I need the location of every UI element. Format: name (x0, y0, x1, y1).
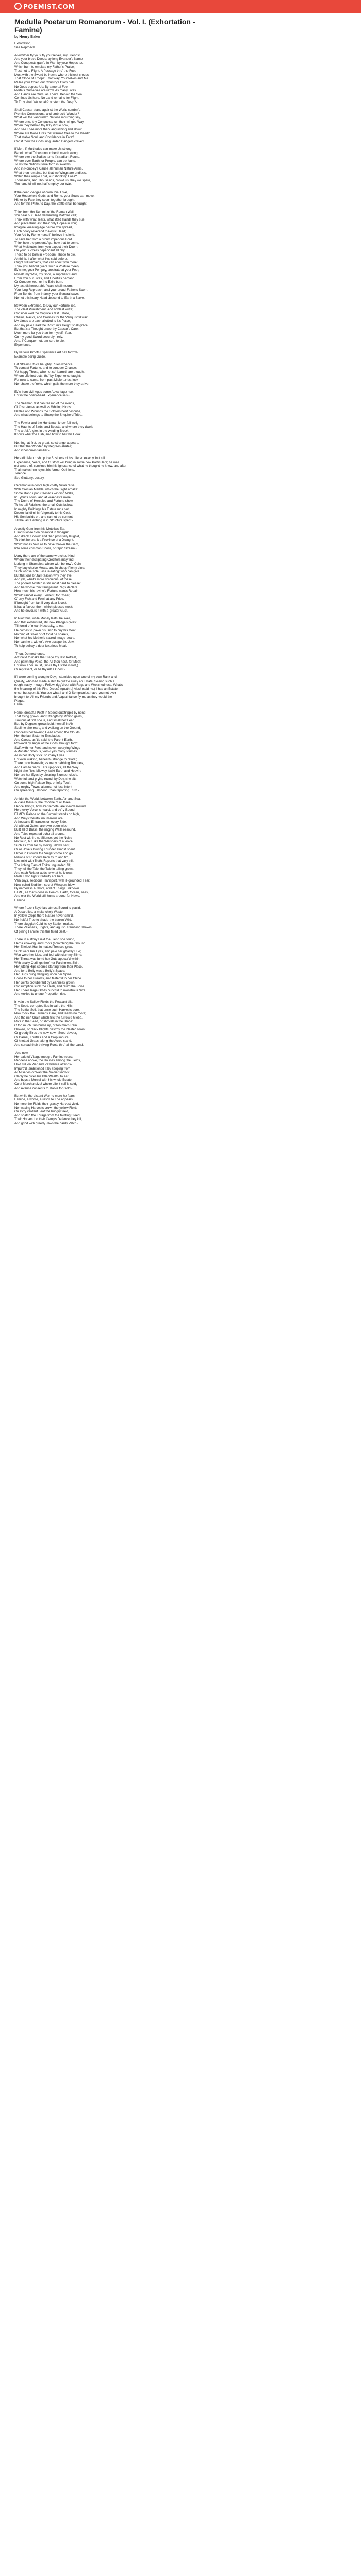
poem-line: Her Knees large Orbits bunch'd to monstrous Size, (14, 988, 87, 992)
poem-line: And each Relater adds to what he knows. (14, 871, 74, 875)
poem-line: Nor are her Eyes by pleasing Slumber clos'd. (14, 773, 78, 777)
poem-line: Some stand upon Caesar's winding Walls, (14, 492, 74, 496)
stanza-break (14, 398, 210, 402)
poem-line: Amidst the World, between Earth, Air, and Sea, (14, 796, 81, 801)
poem-line: Provok'd by Anger of the Gods, brought forth: (14, 742, 78, 746)
poem-line: From You our Lives, and Liberties demand. (14, 276, 75, 280)
poem-line: See Reproach. (14, 45, 36, 49)
poem-line: Plague.- (14, 699, 27, 703)
stanza-break (14, 49, 210, 54)
poem-line: See Gluttony, Luxury. (14, 476, 45, 480)
poem-line: Impure'd, ambitioned it by keeping from (14, 1066, 71, 1071)
poem-line: Conceals her towring Head among the Clouds; (14, 730, 81, 734)
poem-line: And yet, what's more ridiculous: of these (14, 578, 72, 582)
poem-line: Shall Caesar stand against the World combin'd, (14, 108, 82, 112)
poem-line: But while the distant War no more he fears, (14, 1094, 76, 1098)
poem-line: As in her Body stick, so many Eyes (14, 754, 64, 758)
poem-line: Famine. (14, 899, 26, 903)
stanza-break (14, 359, 210, 363)
poem-line: They tell the Tale, the Tale in telling grows, (14, 867, 75, 871)
poem-line: Wan were her Lips, and foul with clammy Slime; (14, 953, 83, 957)
poem-line: In mighty Buildings his Estate runs out, (14, 507, 70, 511)
poem-line: In Riot thus, while Money lasts, he lives, (14, 617, 71, 621)
poem-line: Confines Us here. No Land remains for Flight. (14, 96, 79, 100)
poem-line: In Tybur's Town, and at Praeneste more. (14, 495, 72, 499)
poem-line: If I were coming along to Day; I stumbled upon one of my own Rank and (14, 675, 117, 680)
poem-line: Or as Jove's lowring Thunder almost spent. (14, 848, 76, 852)
poem-line: If Men, if Multitudes can make Us strong; (14, 147, 73, 151)
poem-line: What Multitudes from you expect their Doom; (14, 245, 78, 249)
poem-line: Nothing of Silver or of Gold he spares, (14, 632, 69, 636)
poem-line: Ev'n me, your Pompey, prostrate at your Feet; (14, 268, 79, 273)
poem-line: Loose to her Breasts, and fasten'd to her Chine. (14, 976, 83, 980)
poem-line: His Son builds on, and cannot be content (14, 515, 73, 519)
poem-line: Ceremonious doors high costly Villas raise (14, 484, 75, 488)
poem-line: The Seaman fast can reason of the Winds, (14, 401, 75, 405)
poem-line: FAME, all that's done in Heav'n, Earth, Ocean, sees, (14, 890, 89, 894)
poem-line: The fruitful Soil, that once such Harvests bore, (14, 1008, 80, 1012)
poem-line: Of pining Famine this the fated Seat.- (14, 929, 68, 934)
poem-line: All-whither fly you? fly yourselves, my Friends! (14, 53, 80, 57)
poem-line: How much his ravine'd Fortune wants Repair, (14, 589, 79, 594)
poem-line: Elsop's loose Son dissolv'd in Vinegar: (14, 531, 69, 535)
poem-line: And buys a Morsel with his whole Estate. (14, 1078, 73, 1082)
poem-line: Much more for you than for myself I fear. (14, 331, 72, 335)
poem-line: once, but spent it. You see what I am! O Sempronius, have you not ever (14, 691, 116, 695)
poem-line: rough, nasty, meagre Fellow, rigg'd out with Rags and Wretchedness, What's (14, 683, 123, 687)
poem-line: With snaky Curlings thro' her Parchment Skin. (14, 961, 80, 965)
poem-line: Example being Guide.- (14, 354, 47, 359)
poem-line: Each hoary reverend majestic Head; (14, 229, 67, 233)
poem-line: And place their last, their only Hopes in You; (14, 222, 77, 226)
poem-line: In vain the Sallow Fields the Peasant tills, (14, 1000, 73, 1004)
stanza-break (14, 707, 210, 711)
poem-line: No fruitful Tree to shade the barren Wild. (14, 918, 72, 922)
poem-line: Yet happy Those, who not so' learn'd, are thought, (14, 370, 86, 374)
poem-line: Hither in Crowds the Vulgar come and go, (14, 851, 74, 855)
poem-line: Rots in the Seed, or shrivels in the Blade: (14, 1020, 73, 1024)
poem-line: Quality, who had made a shift to guzzle away an Estate. Seeing such a (14, 679, 115, 683)
poem-line: Where once thy Conquests run their winged Way, (14, 120, 85, 124)
poem-line: Think from the Summit of the Roman Wall, (14, 210, 75, 214)
poem-line: The Haunts of Birds, and Beasts, and where they dwell: (14, 425, 93, 429)
poem-line: All without Gates, are ever open wide. (14, 824, 69, 828)
poem-line: Mortals Ourselves are urg'd: As many Lives (14, 89, 76, 93)
stanza-break (14, 187, 210, 191)
poem-line: From Bonds, from Infamy, your General save; (14, 292, 79, 296)
poem-line: And Avarice consents to starve for Gold.- (14, 1086, 73, 1090)
stanza-break (14, 437, 210, 441)
poem-line: Ev'n from civil Ages some Advantage rise, (14, 389, 74, 394)
poem-line: If the dear Pledges of connubial Love, (14, 190, 68, 194)
poem-line: And my pale Head the Rostrum's Height shall grace. (14, 323, 89, 327)
poem-line: And in Pompey's Cause all human Nature Arms. (14, 167, 83, 171)
poem-line: Such whose sole Bliss is eating: who can give (14, 570, 79, 574)
poem-line: Chains, Racks, and Crosses for the Vanquish'd wait: (14, 315, 89, 319)
stanza-break (14, 523, 210, 527)
stanza-break (14, 386, 210, 390)
poem-line: Sunk were her Eyes, and pale her ghastly Hue; (14, 949, 81, 953)
poem-line: And for this Prize, to Day, the Battle shall be fought.- (14, 202, 89, 206)
poem-line: Ten handful will not half employ our War. (14, 182, 72, 187)
poem-line: Built all of Brass, the ringing Walls resound, (14, 828, 76, 832)
poem-line: And Conquests gain'd in War; by your Hopes too, (14, 61, 85, 65)
poem-line: No more the Fields their grassy Harvest yield, (14, 1101, 79, 1106)
poem-line: -Thou, Demosthenes, (14, 652, 45, 656)
poem-line: Whom Life instructs, tho' by Experience taught; (14, 374, 81, 378)
poem-line: Her Dugs hung dangling upon her Spine, (14, 973, 73, 977)
poem-line: Would rancel every Element, for Cheer, (14, 593, 70, 597)
poem-line: Won't not as Vain as to have thrown the Gem, (14, 543, 79, 546)
poem-line: Many there are of the same wretched Kind, (14, 554, 76, 558)
poem-line: But, by Degrees grows bold, herself in Air (14, 722, 73, 726)
poem-line: And he devours it with a greater Gust. (14, 609, 68, 613)
stanza-break (14, 1047, 210, 1052)
poem-line: Nothing, at first, so great, so strange appears, (14, 440, 79, 445)
poem-line: But that the Wonder, by Degrees abates; (14, 445, 72, 449)
poem-line: And see Thee more than languishing and slow? (14, 128, 82, 132)
poem-line: Think how the present Age, how that to come, (14, 241, 79, 245)
poem-line: And your brave Deeds; by long Evander's Name (14, 57, 83, 61)
stanza-break (14, 206, 210, 210)
poem-line: the Meaning of this Fine Dress? (quoth I.) Alas! (said he,) I had an Estate (14, 687, 118, 691)
poem-line: Curst Merchandize! where Life it self is sold, (14, 1082, 77, 1086)
poem-line: And mighty Towns alarms: not less intent (14, 785, 72, 789)
poem-line: And drank it down: and then profusely laugh'd, (14, 534, 80, 538)
poem-line: Experience. (14, 343, 31, 347)
poem-line: Between Extremes, to Day our Fortune lies, (14, 303, 76, 308)
poem-line: Sublime she rears, and walking on the Ground, (14, 726, 81, 730)
poem-line: For in the hoary-head Experience lies.- (14, 394, 70, 398)
poem-line: Experience, Years, and Custom will bring in some new Particulars; he was (14, 460, 119, 464)
poem-line: Such as from far by rolling Billows sent, (14, 843, 70, 848)
poem-line: There in a stony Field the Fiend she found, (14, 937, 75, 941)
poem-line: If brought from far, if very dear it cost, (14, 601, 68, 605)
poem-line: To think he drank a Province at a Draught. (14, 538, 74, 543)
poem-line: Nor let this hoary Head descend to Earth a Slave.- (14, 296, 86, 300)
poem-line: A costly Gem from his Metella's Ear, (14, 527, 65, 531)
poem-line: Her Joints protuberant by Leanness grown, (14, 980, 76, 985)
poem-line: Pallas your Chief, our Country's Glory bids. (14, 80, 76, 84)
poem-line: And spread their thriving Roots thro' all the Land.- (14, 1043, 85, 1047)
poem-line: Ought still remains, that can affect you more: (14, 261, 78, 265)
poem-line: Fame, dreadful Pest! in Speed outstripp'd by none: (14, 710, 87, 715)
poem-line: The Fowler and the Huntsman know full well, (14, 421, 78, 425)
poem-line: And o'er the World still hunts around for News.- (14, 894, 81, 899)
poem-line: On my good Sword securely I rely, (14, 335, 63, 339)
poem-line: Ah think, if after what I've said before, (14, 257, 68, 261)
poem-line: What will the vanquish'd Nations mourning say, (14, 116, 81, 120)
stanza-break (14, 793, 210, 797)
poem-line: Hither by Fate they seem together brought, (14, 198, 75, 202)
poem-line: A Place there is, the Confine of all three: (14, 801, 72, 805)
stanza-break (14, 480, 210, 484)
poem-line: When they behold thy lazy Virtue now, (14, 124, 69, 128)
poem-line: The Dome of Hercules and Fortune show, (14, 499, 74, 503)
poem-line: Terence. (14, 472, 27, 476)
poem-line: Or represent, or be thyself a Ghost.- (14, 668, 66, 671)
poem-line: By nameless Authors, and of Things unknown. (14, 887, 80, 891)
poem-line: You hear our Dead demanding Matrons call; (14, 214, 77, 218)
poem-line: Nor what his Mother's sacred Image bears.- (14, 636, 76, 640)
poem-line: Lurking in Shambles: where with borrow'd Coin (14, 562, 81, 566)
poem-line: Till the last Farthing is in Structure spent.- (14, 519, 73, 523)
poem-line: -And now (14, 1051, 28, 1055)
poem-line: The Seed, corrupted lies in vain, the Hills (14, 1004, 73, 1008)
poem-line: Swift with her Feet, and never-wearying Wings (14, 745, 80, 750)
poem-line: That flying grows, and Strength by Motion gains, (14, 715, 83, 719)
poem-line: They buy choice Meats, and in cheap Plenty dine: (14, 566, 85, 570)
poem-line: Which burn to emulate my Father's Praise; (14, 65, 75, 69)
poem-line: All Miseries of Want the Soldier knows: (14, 1071, 70, 1075)
poem-line: Let Strains Ethics haughty Rules whence, (14, 362, 74, 366)
site-logo[interactable] (14, 3, 75, 10)
stanza-break (14, 452, 210, 456)
stanza-break (14, 613, 210, 617)
poem-line: That stable Soul, and Confidence in Fate? (14, 135, 74, 140)
stanza-break (14, 934, 210, 938)
stanza-break (14, 1090, 210, 1094)
stanza-break (14, 417, 210, 421)
poem-line: Or Darnel, Thistles and a Crop impure (14, 1035, 69, 1039)
poem-line: Of Oxen-tenes as well as Whiting Hinds: (14, 405, 72, 410)
poem-line: And Tales repeated echo all around. (14, 832, 65, 836)
poem-line: A thousand Entrances on every Side, (14, 820, 67, 824)
poem-line: By various Proofs Experience Art has form'd- (14, 350, 78, 354)
poem-line: The poorest Wretch is still most hard to please: (14, 581, 81, 585)
poem-line: Consider well the Captive's fast Estate, (14, 311, 70, 315)
poem-line: A Desart lies, a melancholy Waste: (14, 910, 64, 914)
poem-line: Within their ample Fold, our shrinking Foes? (14, 175, 77, 179)
poem-line: There sluggish Cold its icy Station makes, (14, 922, 74, 926)
poem-line: Nor shake the Yoke, which galls the more they strive.- (14, 382, 91, 386)
poem-line: Nor waving Harvests crown the yellow Field: (14, 1106, 77, 1110)
poem-line: Where-ever Earth, or People, can be found, (14, 159, 76, 163)
logo-icon (14, 3, 22, 10)
poem-line: Hold still on War and Pestilence attends- (14, 1062, 72, 1066)
poem-line: O too much Sun burns up, or too much Rain (14, 1024, 77, 1028)
poem-line: And the rich Grain which fills the furrow'd Glebe, (14, 1015, 83, 1020)
poem-line: Battles and Wounds the Soldiers best describe, (14, 409, 81, 413)
poem-line: Their Horses too their Camp's Defence they kill, (14, 1117, 82, 1122)
poem-line: And Caeus, as 'tis said, the Parent Earth, (14, 738, 73, 742)
poem-line: Reddens above, the Houses among the Fields, (14, 1059, 81, 1063)
poem-line: Where frozen Scythia's utmost Bound is plac'd, (14, 906, 81, 910)
poem-line: Behold what Tribes unnumber'd march along! (14, 151, 79, 155)
poem-line: And that exhausted, still new Pledges gives: (14, 620, 77, 624)
poem-line: not aware of, convince him his Ignorance of what he thought he knew, and after (14, 464, 127, 468)
poem-line: Trust not to Flight. A Passage thro' the Foes (14, 69, 76, 73)
poem-line: There Paleness, Frights, and aguish Trembling shakes, (14, 926, 93, 930)
poem-line: And it becomes familiar.- (14, 448, 50, 452)
stanza-break (14, 550, 210, 554)
poem-line: And, if Conquer not, am sure to die.- (14, 339, 66, 343)
poem-body (14, 42, 210, 1125)
poem-line: Now mock the Farmer's Care, and teems no more; (14, 1012, 86, 1016)
poem-line: But that's a Thought unworthy Caesar's Care:- (14, 327, 80, 331)
poem-line: Think you behold (were such a Posture meet) (14, 264, 79, 268)
poem-line: Promise Conclusions, and embrac'd Wonder? (14, 112, 79, 116)
poem-line: Of knotted Grass, along the Acres stand, (14, 1039, 72, 1043)
poem-line: And he whose thin transparent Rags declare (14, 585, 78, 589)
poem-line: Night she flies, Midway 'twixt Earth and Heav'n; (14, 769, 81, 773)
poem-line: Here did Man rush up the Business of his Life so exactly, but still (14, 456, 106, 460)
poem-line: And Ankles to undue Proportion rise.- (14, 992, 68, 996)
poem-line: Tim'rous at first she is, and small her Fear, (14, 718, 75, 722)
logo-text: POEMIST.COM (23, 3, 75, 10)
poem-line: Or greedy Birds the new-sown Seed devour, (14, 1031, 77, 1036)
top-bar (0, 0, 361, 13)
poem-line: Into some common Shore, or rapid Stream.- (14, 546, 77, 550)
stanza-break (14, 903, 210, 907)
poem-line: Your Household-Gods, and Rome, your Souls can move,- (14, 194, 96, 198)
poem-line: To Troy shall We repair? or stem the Deep?- (14, 100, 77, 104)
poem-line: And Ears to many Ears up-pricks, all the Way (14, 765, 79, 769)
poem-line: Watchful, and prying round, by Day, she sits (14, 777, 77, 781)
poem-line: Knows what the Fish, and how to bait his Hook. (14, 433, 82, 437)
poem-line: Famine, a worse, a resolute Foe appears. (14, 1098, 74, 1102)
poem-line: And what belongs to Sheep the Shepherd Tribe.- (14, 413, 84, 417)
poem-line: To combat Fortune, and to conquer Chance: (14, 366, 77, 370)
poem-line: Think with what Tears, what lifted Hands they sue, (14, 217, 86, 222)
stanza-break (14, 347, 210, 351)
poem-line: To Us the Nations issue forth in swarms; (14, 163, 72, 167)
stanza-break (14, 672, 210, 676)
poem-line: What then remains, but that we Wings are endless, (14, 171, 87, 175)
poem-line: On some high Palace Top, or lofty Tow'r, (14, 781, 71, 785)
poem-line: The vilest Punishment, and noblest Prize; (14, 308, 73, 312)
poem-line: A Monster hideous, vast-Eyes many Plumes (14, 750, 77, 754)
poem-line: Vain Joys, seditious Transport, with ill-grounded Fear; (14, 879, 90, 883)
poem-line: For ever waking, beneath (strange to relate!) (14, 757, 78, 761)
stanza-break (14, 300, 210, 304)
poem-line: New-coin'd Sedition, secret Whispers blown (14, 883, 77, 887)
poem-line: Imagine kneeling Age before You spread, (14, 225, 73, 229)
poem-line: Consumption sunk the Flesh, and rais'd the Bone. (14, 985, 85, 989)
poem-line: My Limbs are each allotted to it's Place, (14, 319, 71, 324)
poem-line: Or Conquer You, or I to Exile born, (14, 280, 63, 284)
poem-line: Herbs knawing, and Roots (scratching the Ground. (14, 941, 86, 945)
poem-line: Drowns, or black Blights destroy the blasted Plain: (14, 1027, 86, 1031)
poem-line: Fame. (14, 703, 24, 707)
poem-line: Hence Things, how e'er remote, are view'd around; (14, 804, 87, 808)
poem-line: To help defray a dear luxurious Meal.- (14, 644, 68, 648)
poem-line: And for a Belly was a Belly's Space; (14, 969, 65, 973)
poem-line: And Ways thereto innumerous are: (14, 816, 64, 820)
poem-content (14, 18, 210, 1125)
poem-line: Her, the last Sister to Enceladus, (14, 734, 61, 738)
poem-line: Your Aid by Rome herself, believe implor'd, (14, 233, 75, 238)
poem-line: No Rest within, no Silence; yet the Noise (14, 836, 72, 840)
poem-line: In yellow Crops there Nature never smil'd, (14, 914, 74, 918)
poem-line: Canst thou the Gods' unguarded Dangers crave? (14, 139, 84, 143)
poem-line: These to be born in Freedom, Those to die. (14, 253, 76, 257)
poem-line: And Hands are Ours, as Theirs. Behold the Sea (14, 92, 82, 96)
poem-line: Till forc'd of mean Necessity, to eat, (14, 624, 65, 629)
poem-line: Exhortation, (14, 42, 32, 45)
poem-line: Rash Error, light Credulity are here, (14, 875, 64, 879)
poem-line: Must with the Sword be hewn: where thickest crouds (14, 73, 89, 77)
poem-line: Lies mixt with Truth, Reports that vary still, (14, 859, 74, 863)
poem-line: FAME's Palace on the Summit stands on high, (14, 812, 80, 816)
poem-line: And snatch the Forage from the fainting Steed: (14, 1113, 81, 1117)
poem-line: For now Thou must, (since thy Estate is lost,) (14, 664, 78, 668)
poem-line: Her Throat was furr'd her Guts appear'd within (14, 957, 80, 961)
stanza-break (14, 105, 210, 109)
poem-line: The artful Angler, in the winding Brook, (14, 429, 69, 433)
poem-line: On ev'ry verdant Leaf the hungry feed, (14, 1110, 69, 1114)
poem-line: Art forc'd to make the Stage thy last Retreat, (14, 656, 77, 660)
poem-line: Nor can he a wither'd Ave escape the Jaw; (14, 640, 75, 644)
poem-line: It has a flavour then, which pleases most; (14, 605, 73, 609)
poem-line: Her Elfelock Hair in matted Tresses grew, (14, 945, 73, 950)
poem-line: Decennial diminish'd greatly to his Cost, (14, 511, 71, 515)
poem-line: That Globe of Troops: That Way, Yourselves and Me (14, 77, 88, 81)
poem-line: Not loud, but like the Whispers of a Voice; (14, 840, 74, 844)
poem-line: Myself, my Wife, my Sons, a suppliant Band, (14, 273, 78, 277)
poem-line: There grow beneath; as many babbling Tongues, (14, 761, 84, 766)
stanza-break (14, 996, 210, 1001)
poem-line: Gladly he gives his little Wealth, to eat, (14, 1074, 70, 1078)
poem-line: With Grecian Marble, which the Sight amaze: (14, 487, 78, 492)
poem-line: O' erry Fish and Fowl, at any Price. (14, 597, 64, 601)
poem-line: Here ev'ry Voice is heard, and ev'ry Sound (14, 808, 75, 812)
poem-line: For new to come, from past Misfortunes, look (14, 378, 78, 382)
poem-line: Trial makes him reject his former Opinions.- (14, 468, 76, 472)
poem-line: Millions of Rumours here fly to and fro, (14, 855, 69, 859)
poem-byline (14, 35, 210, 39)
poem-line: But that one brutal Reason why they live. (14, 573, 73, 578)
poem-line: He comes to pawn his Dish to buy his Meat: (14, 629, 77, 633)
poem-title: Medulla Poetarum Romanorum - Vol. I. (Exhortation - Famine) (14, 18, 195, 34)
poem-line: The itching Ears of Folks unguarded fill; (14, 863, 71, 867)
poem-line: And grind with greedy Jaws the hardy Vetch.- (14, 1121, 79, 1125)
author-name[interactable]: Henry Baker (19, 35, 41, 39)
poem-line: No Gods oppose Us: By a mortal Foe (14, 84, 68, 89)
poem-line: My last dishonourable Years shall mourn; (14, 284, 73, 288)
poem-line: To his tall Fabricks, the small Cots below: (14, 503, 73, 507)
poem-line: brought to: All my Friends and Acquaintance fly me as they would the (14, 695, 112, 699)
poem-line: Your long Reproach, and your proud Father's Scorn. (14, 288, 89, 292)
byline-prefix: by (14, 35, 19, 39)
stanza-break (14, 648, 210, 652)
poem-line: Thousands, and Thousands, crowd us, they we spare, (14, 178, 91, 182)
poem-line: Where-e'er the Zodiac turns it's radiant Round, (14, 155, 80, 159)
poem-line: Her jutting Hips seem'd starting from their Place, (14, 965, 83, 969)
poem-line: Whom their dissipating Creditors may find (14, 558, 74, 562)
stanza-break (14, 143, 210, 147)
poem-line: On spreading Falshood, than reporting Truth.- (14, 789, 79, 793)
poem-line: On your Success dependant all rely: (14, 249, 66, 253)
poem-line: Her baleful Visage meagre Famine rears: (14, 1055, 73, 1059)
poem-line: Where are those Fires that warm'd thee to the Deed? (14, 131, 90, 135)
poem-line: And pawn thy Voice, the All thou hast, for Meat: (14, 659, 81, 664)
poem-line: To save her from a proud imperious Lord. (14, 237, 73, 241)
